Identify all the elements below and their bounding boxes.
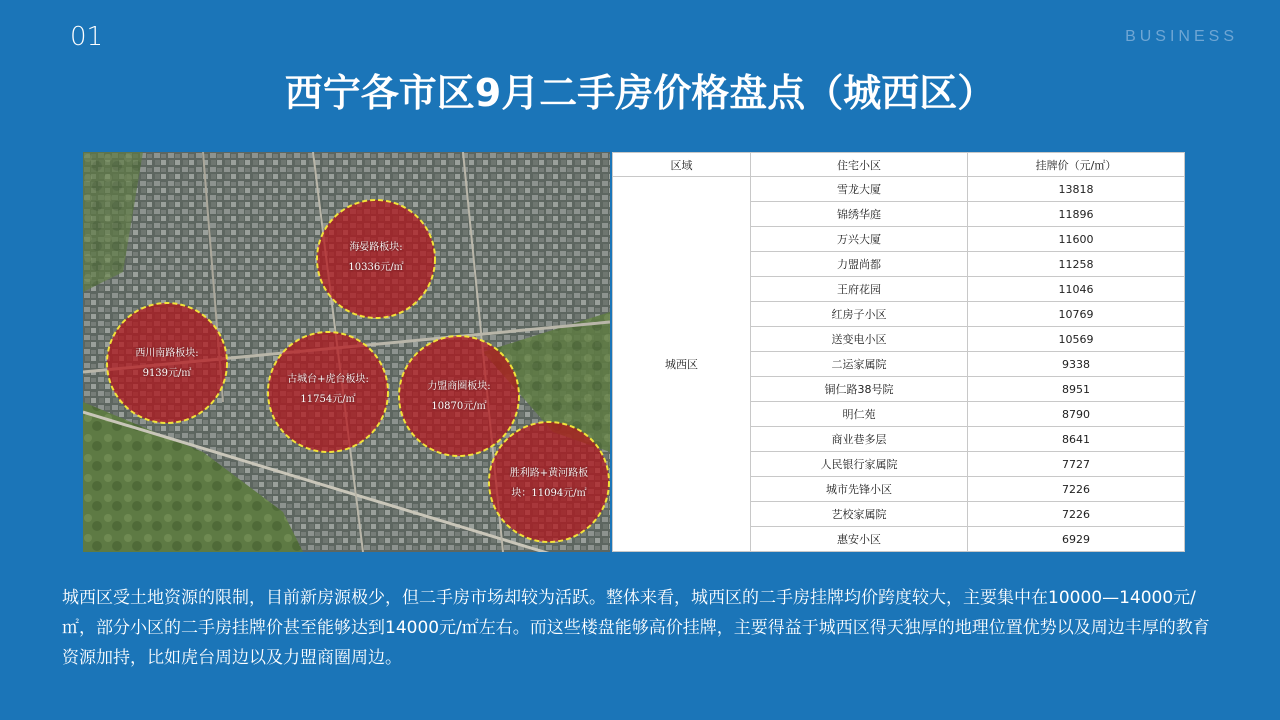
price-cell: 6929 bbox=[968, 527, 1185, 552]
community-cell: 送变电小区 bbox=[751, 327, 968, 352]
price-cell: 8790 bbox=[968, 402, 1185, 427]
zone-label-shengli bbox=[489, 464, 609, 504]
zone-name: 西川南路板块: bbox=[135, 348, 199, 359]
zone-price: 10870元/㎡ bbox=[431, 401, 487, 412]
summary-paragraph: 城西区受土地资源的限制，目前新房源极少，但二手房市场却较为活跃。整体来看，城西区的二手房挂牌均价跨度较大，主要集中在10000—14000元/㎡，部分小区的二手房挂牌价甚至能够达到14000元/㎡左右。而这些楼盘能够高价挂牌，主要得益于城西区得天独厚的地理位置优势以及周边丰厚的教育资源加持，比如虎台周边以及力盟商圈周边。 bbox=[62, 588, 1210, 668]
community-cell: 二运家属院 bbox=[751, 352, 968, 377]
watermark-text: BUSINESS bbox=[1125, 28, 1238, 45]
zone-price: 块：11094元/㎡ bbox=[511, 488, 587, 499]
zone-name: 海晏路板块: bbox=[349, 242, 403, 253]
price-table-container bbox=[612, 152, 1185, 552]
price-cell: 7226 bbox=[968, 477, 1185, 502]
header-community: 住宅小区 bbox=[751, 153, 968, 177]
community-cell: 力盟尚都 bbox=[751, 252, 968, 277]
page-title: 西宁各市区9月二手房价格盘点（城西区） bbox=[284, 71, 996, 115]
header-district: 区域 bbox=[613, 153, 751, 177]
price-cell: 10569 bbox=[968, 327, 1185, 352]
price-cell: 8951 bbox=[968, 377, 1185, 402]
community-cell: 铜仁路38号院 bbox=[751, 377, 968, 402]
price-cell: 11258 bbox=[968, 252, 1185, 277]
price-cell: 11896 bbox=[968, 202, 1185, 227]
community-cell: 城市先锋小区 bbox=[751, 477, 968, 502]
community-cell: 商业巷多层 bbox=[751, 427, 968, 452]
table-header-row bbox=[613, 153, 1185, 177]
community-cell: 明仁苑 bbox=[751, 402, 968, 427]
zone-price: 9139元/㎡ bbox=[142, 368, 192, 379]
community-cell: 艺校家属院 bbox=[751, 502, 968, 527]
zone-label-xichuan bbox=[107, 344, 227, 384]
slide-number: 01 bbox=[70, 22, 104, 52]
community-cell: 惠安小区 bbox=[751, 527, 968, 552]
zone-name: 胜利路+黄河路板 bbox=[509, 468, 589, 479]
price-cell: 8641 bbox=[968, 427, 1185, 452]
price-cell: 11600 bbox=[968, 227, 1185, 252]
community-cell: 万兴大厦 bbox=[751, 227, 968, 252]
price-cell: 11046 bbox=[968, 277, 1185, 302]
district-cell: 城西区 bbox=[613, 177, 751, 552]
community-cell: 王府花园 bbox=[751, 277, 968, 302]
community-cell: 雪龙大厦 bbox=[751, 177, 968, 202]
zone-name: 古城台+虎台板块: bbox=[287, 374, 369, 385]
price-cell: 7226 bbox=[968, 502, 1185, 527]
community-cell: 红房子小区 bbox=[751, 302, 968, 327]
zone-label-limeng bbox=[399, 377, 519, 417]
table-body bbox=[613, 177, 1185, 552]
zone-label-haiyan bbox=[316, 238, 436, 278]
table-row bbox=[613, 177, 1185, 202]
zone-price: 10336元/㎡ bbox=[348, 262, 404, 273]
community-cell: 锦绣华庭 bbox=[751, 202, 968, 227]
header-price: 挂牌价（元/㎡） bbox=[968, 153, 1185, 177]
price-table bbox=[612, 152, 1185, 552]
zone-name: 力盟商圈板块: bbox=[427, 381, 491, 392]
price-cell: 9338 bbox=[968, 352, 1185, 377]
price-cell: 13818 bbox=[968, 177, 1185, 202]
zone-price: 11754元/㎡ bbox=[300, 394, 356, 405]
price-cell: 7727 bbox=[968, 452, 1185, 477]
price-cell: 10769 bbox=[968, 302, 1185, 327]
zone-label-gucheng bbox=[268, 370, 388, 410]
satellite-map bbox=[83, 152, 610, 552]
community-cell: 人民银行家属院 bbox=[751, 452, 968, 477]
